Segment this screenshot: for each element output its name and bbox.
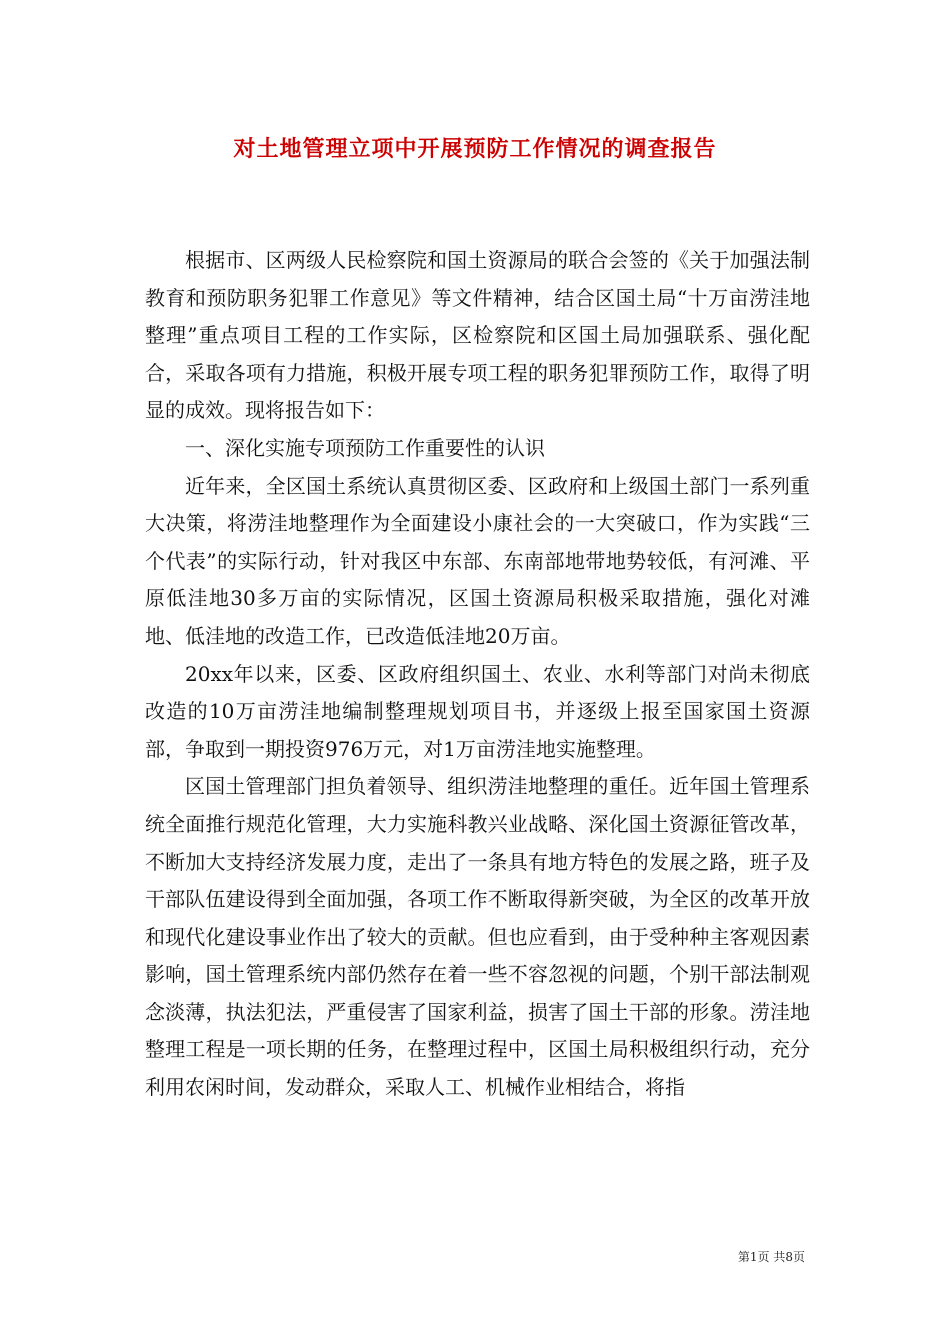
paragraph-management: 区国土管理部门担负着领导、组织涝洼地整理的重任。近年国土管理系统全面推行规范化管理，大力实施科教兴业战略、深化国土资源征管改革，不断加大支持经济发展力度，走出了一条具有地方特色的发展之路，班子及干部队伍建设得到全面加强，各项工作不断取得新突破，为全区的改革开放和现代化建设事业作出了较大的贡献。但也应看到，由于受种种主客观因素影响，国土管理系统内部仍然存在着一些不容忽视的问题，个别干部法制观念淡薄，执法犯法，严重侵害了国家利益，损害了国土干部的形象。涝洼地整理工程是一项长期的任务，在整理过程中，区国土局积极组织行动，充分利用农闲时间，发动群众，采取人工、机械作业相结合，将指: [145, 774, 810, 1100]
document-title: 对土地管理立项中开展预防工作情况的调查报告: [233, 136, 717, 162]
paragraph-intro: 根据市、区两级人民检察院和国土资源局的联合会签的《关于加强法制教育和预防职务犯罪工作意见》等文件精神，结合区国土局“十万亩涝洼地整理”重点项目工程的工作实际，区检察院和区国土局加强联系、强化配合，采取各项有力措施，积极开展专项工程的职务犯罪预防工作，取得了明显的成效。现将报告如下：: [145, 248, 810, 423]
section-heading-1: 一、深化实施专项预防工作重要性的认识: [185, 435, 545, 460]
paragraph-recent-years: 近年来，全区国土系统认真贯彻区委、区政府和上级国土部门一系列重大决策，将涝洼地整理作为全面建设小康社会的一大突破口，作为实践“三个代表”的实际行动，针对我区中东部、东南部地带地势较低，有河滩、平原低洼地30多万亩的实际情况，区国土资源局积极采取措施，强化对滩地、低洼地的改造工作，已改造低洼地20万亩。: [145, 473, 810, 648]
paragraph-planning: 20xx年以来，区委、区政府组织国土、农业、水利等部门对尚未彻底改造的10万亩涝洼地编制整理规划项目书，并逐级上报至国家国土资源部，争取到一期投资976万元，对1万亩涝洼地实施整理。: [145, 661, 810, 761]
page-number: 第1页 共8页: [737, 1250, 805, 1264]
document-body: [145, 242, 810, 1107]
